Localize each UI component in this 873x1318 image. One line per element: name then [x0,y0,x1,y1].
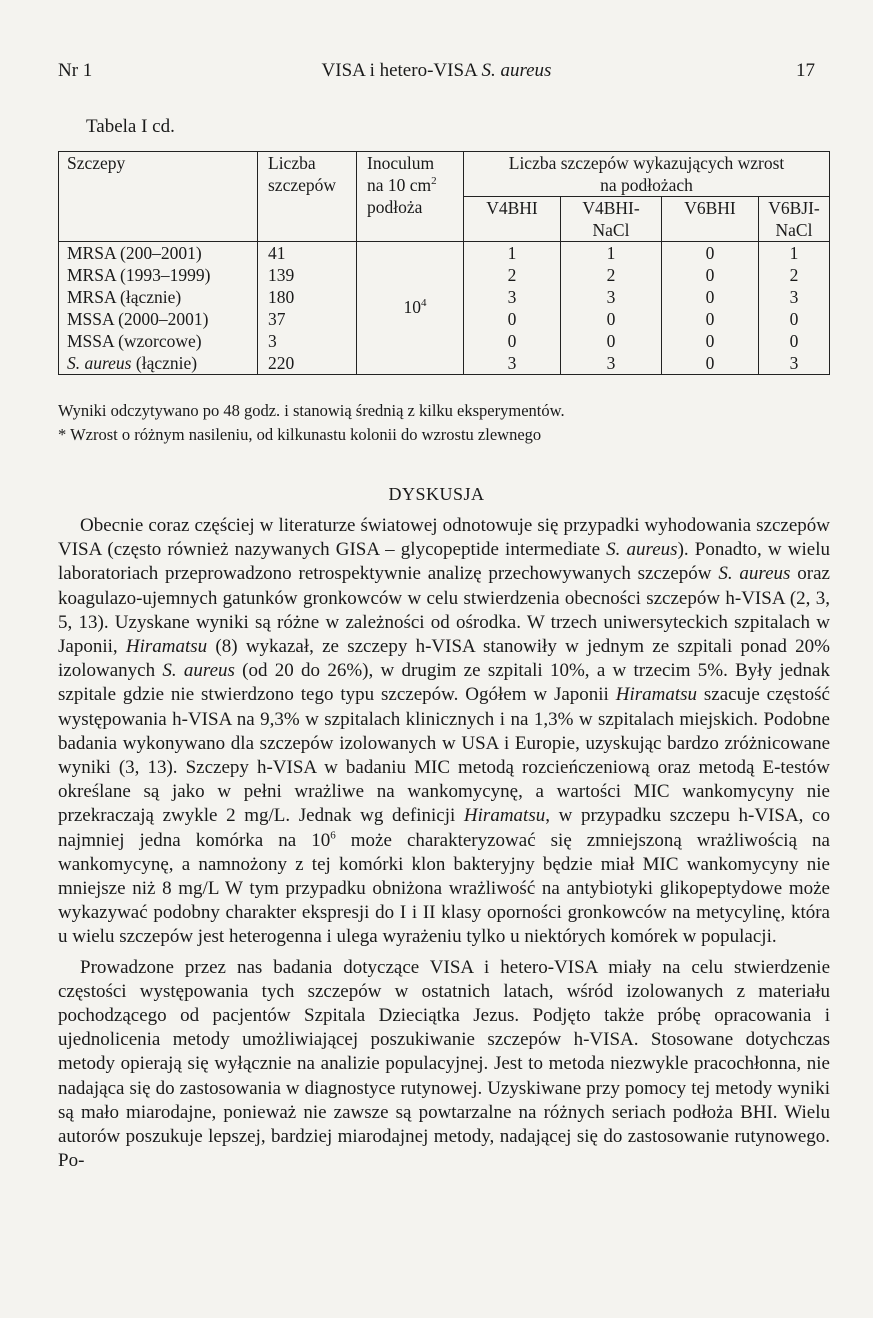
count-cell: 41 [268,243,286,263]
header-inoculum-sup: 2 [431,175,437,188]
value-cell: 1 [789,243,799,263]
value-cell: 0 [705,287,715,307]
col-strains [59,242,258,375]
count-cell: 220 [268,353,295,373]
header-count [258,152,357,242]
header-media-v4bhi [464,197,561,242]
col-v4bhi-nacl [561,242,662,375]
inoculum-exponent: 4 [421,297,427,310]
header-inoculum-line2 [367,174,463,196]
table-row [67,308,257,330]
strain-italic: S. aureus [67,353,132,373]
header-media-v4bhi-nacl [561,197,662,242]
value-cell: 3 [606,287,616,307]
table-note: Wyniki odczytywano po 48 godz. i stanowią średnią z kilku eksperymentów. [58,401,565,420]
table-row [67,286,257,308]
value-cell: 0 [705,331,715,351]
value-cell: 1 [507,243,517,263]
value-cell: 0 [705,265,715,285]
header-growth-line2: na podłożach [600,175,693,195]
header-count-line1: Liczba [268,153,316,173]
col-count [258,242,357,375]
results-table [58,151,830,375]
value-cell: 0 [789,331,799,351]
inoculum-base: 10 [403,297,421,317]
section-title: DYSKUSJA [388,484,485,504]
value-cell: 2 [507,265,517,285]
value-cell: 0 [705,243,715,263]
italic-term: S. aureus [162,660,235,682]
table-row [67,352,257,374]
count-cell: 180 [268,287,295,307]
col-v6bji-nacl [759,242,830,375]
italic-term: S. aureus [606,539,678,561]
media-v6bhi-line1: V6BHI [684,198,736,218]
table-footnote: * Wzrost o różnym nasileniu, od kilkunastu kolonii do wzrostu zlewnego [58,425,542,444]
header-strains [59,152,258,242]
value-cell: 0 [507,331,517,351]
text-run: Obecnie coraz częściej w literaturze światowej odnotowuje się przypadki wyhodowania szczepów VISA (często również nazywanych GISA – glycopeptide intermediate [58,515,830,561]
journal-number: Nr 1 [58,60,93,81]
header-inoculum-line2-text: na 10 cm [367,175,432,195]
count-cell: 139 [268,265,295,285]
text-run: , w przypadku szczepu h-VISA, co najmniej jedna komórka na 10 [58,805,830,851]
col-inoculum [357,242,464,375]
table-caption: Tabela I cd. [86,116,175,137]
header-growth [464,152,830,197]
page-number: 17 [796,60,815,81]
value-cell: 0 [705,309,715,329]
col-v4bhi [464,242,561,375]
media-v4bhi-nacl-line1: V4BHI- [582,198,640,218]
value-cell: 3 [606,353,616,373]
running-title [58,60,815,82]
italic-term: Hiramatsu [125,636,208,658]
value-cell: 0 [705,353,715,373]
text-run: szacuje częstość występowania h-VISA na 9,3% w szpitalach klinicznych i na 1,3% w szpitalach miejskich. Podobne badania wykonywano dla szczepów izolowanych w USA i Europie, uzyskując bardzo zróżnicowane wyniki (3, 13). Szczepy h-VISA w badaniu MIC metodą rozcieńczeniową oraz metodą E-testów określane są jako w pełni wrażliwe na wankomycynę, a wartości MIC wankomycyny nie przekraczają zwykle 2 mg/L. Jednak wg definicji [58,684,830,827]
strain-name: MRSA (200–2001) [67,243,202,263]
count-cell: 37 [268,309,286,329]
superscript: 6 [330,829,336,842]
value-cell: 3 [789,287,799,307]
value-cell: 0 [606,331,616,351]
media-v6bji-nacl-line2: NaCl [775,220,813,240]
inoculum-value [367,242,463,318]
table-body [59,242,830,375]
running-title-species: S. aureus [481,60,552,81]
italic-term: Hiramatsu [615,684,698,706]
table-row [67,242,257,264]
italic-term: Hiramatsu [463,805,546,827]
running-title-prefix: VISA i hetero-VISA [321,60,482,81]
value-cell: 2 [606,265,616,285]
media-v6bji-nacl-line1: V6BJI- [768,198,820,218]
text-run: Prowadzone przez nas badania dotyczące VISA i hetero-VISA miały na celu stwierdzenie częstości występowania tych szczepów w ostatnich latach, wśród izolowanych z materiału pochodzącego od pacjentów Szpitala Dzieciątka Jezus. Podjęto także próbę opracowania i ujednolicenia metody umożliwiającej poszukiwanie szczepów h-VISA. Stosowane dotychczas metody opierają się wyłącznie na analizie populacyjnej. Jest to metoda niezwykle pracochłonna, nie nadająca się do zastosowania w diagnostyce rutynowej. Uzyskiwane przy pomocy tej metody wyniki są mało miarodajne, ponieważ nie zawsze są powtarzalne na różnych seriach podłoża BHI. Wielu autorów poszukuje lepszej, bardziej miarodajnej metody, nadającej się do zastosowanie rutynowego. Po- [58,956,830,1172]
table-row [67,330,257,352]
body-text [58,514,830,1173]
header-strains-label: Szczepy [67,153,126,173]
italic-term: S. aureus [718,563,791,585]
header-inoculum [357,152,464,242]
running-header [58,60,815,90]
header-count-line2: szczepów [268,175,337,195]
value-cell: 3 [507,353,517,373]
value-cell: 0 [789,309,799,329]
col-v6bhi [662,242,759,375]
paragraph [58,956,830,1174]
header-inoculum-line1: Inoculum [367,153,435,173]
header-growth-line1: Liczba szczepów wykazujących wzrost [508,153,785,173]
strain-name: MRSA (łącznie) [67,287,182,307]
header-media-v6bji-nacl [759,197,830,242]
text-run: (8) wykazał, ze szczepy h-VISA stanowiły w jednym ze szpitali ponad 20% izolowanych [58,636,830,682]
text-run: oraz koagulazo-ujemnych gatunków gronkowców w celu stwierdzenia obecności szczepów h-VISA (2, 3, 5, 13). Uzyskane wyniki są różne w zależności od ośrodka. W trzech uniwersyteckich szpitalach w Japonii, [58,563,830,658]
table-row [67,264,257,286]
strain-name: MSSA (2000–2001) [67,309,209,329]
text-run: ). Ponadto, w wielu laboratoriach przeprowadzono retrospektywnie analizę przechowywanych szczepów [58,539,830,585]
media-v4bhi-line1: V4BHI [486,198,538,218]
value-cell: 3 [507,287,517,307]
media-v4bhi-nacl-line2: NaCl [592,220,630,240]
value-cell: 2 [789,265,799,285]
header-media-v6bhi [662,197,759,242]
count-cell: 3 [268,331,277,351]
value-cell: 3 [789,353,799,373]
value-cell: 1 [606,243,616,263]
strain-name: MSSA (wzorcowe) [67,331,202,351]
strain-name: MRSA (1993–1999) [67,265,211,285]
value-cell: 0 [606,309,616,329]
table-notes [58,399,565,447]
strain-name: (łącznie) [131,353,198,373]
text-run: może charakteryzować się zmniejszoną wrażliwością na wankomycynę, a namnożony z tej komórki klon bakteryjny będzie miał MIC wankomycyny nie mniejsze niż 8 mg/L W tym przypadku obniżona wrażliwość na antybiotyki glikopeptydowe może wykazywać podobny charakter ekspresji do I i II klasy oporności gronkowców na metycylinę, która u wielu szczepów jest heterogenna i ulega wyrażeniu tylko u niektórych komórek w populacji. [58,829,830,948]
paragraph [58,514,830,950]
text-run: (od 20 do 26%), w drugim ze szpitali 10%, a w trzecim 5%. Były jednak szpitale gdzie nie stwierdzono tego typu szczepów. Ogółem w Japonii [58,660,830,706]
value-cell: 0 [507,309,517,329]
header-inoculum-line3: podłoża [367,197,423,217]
